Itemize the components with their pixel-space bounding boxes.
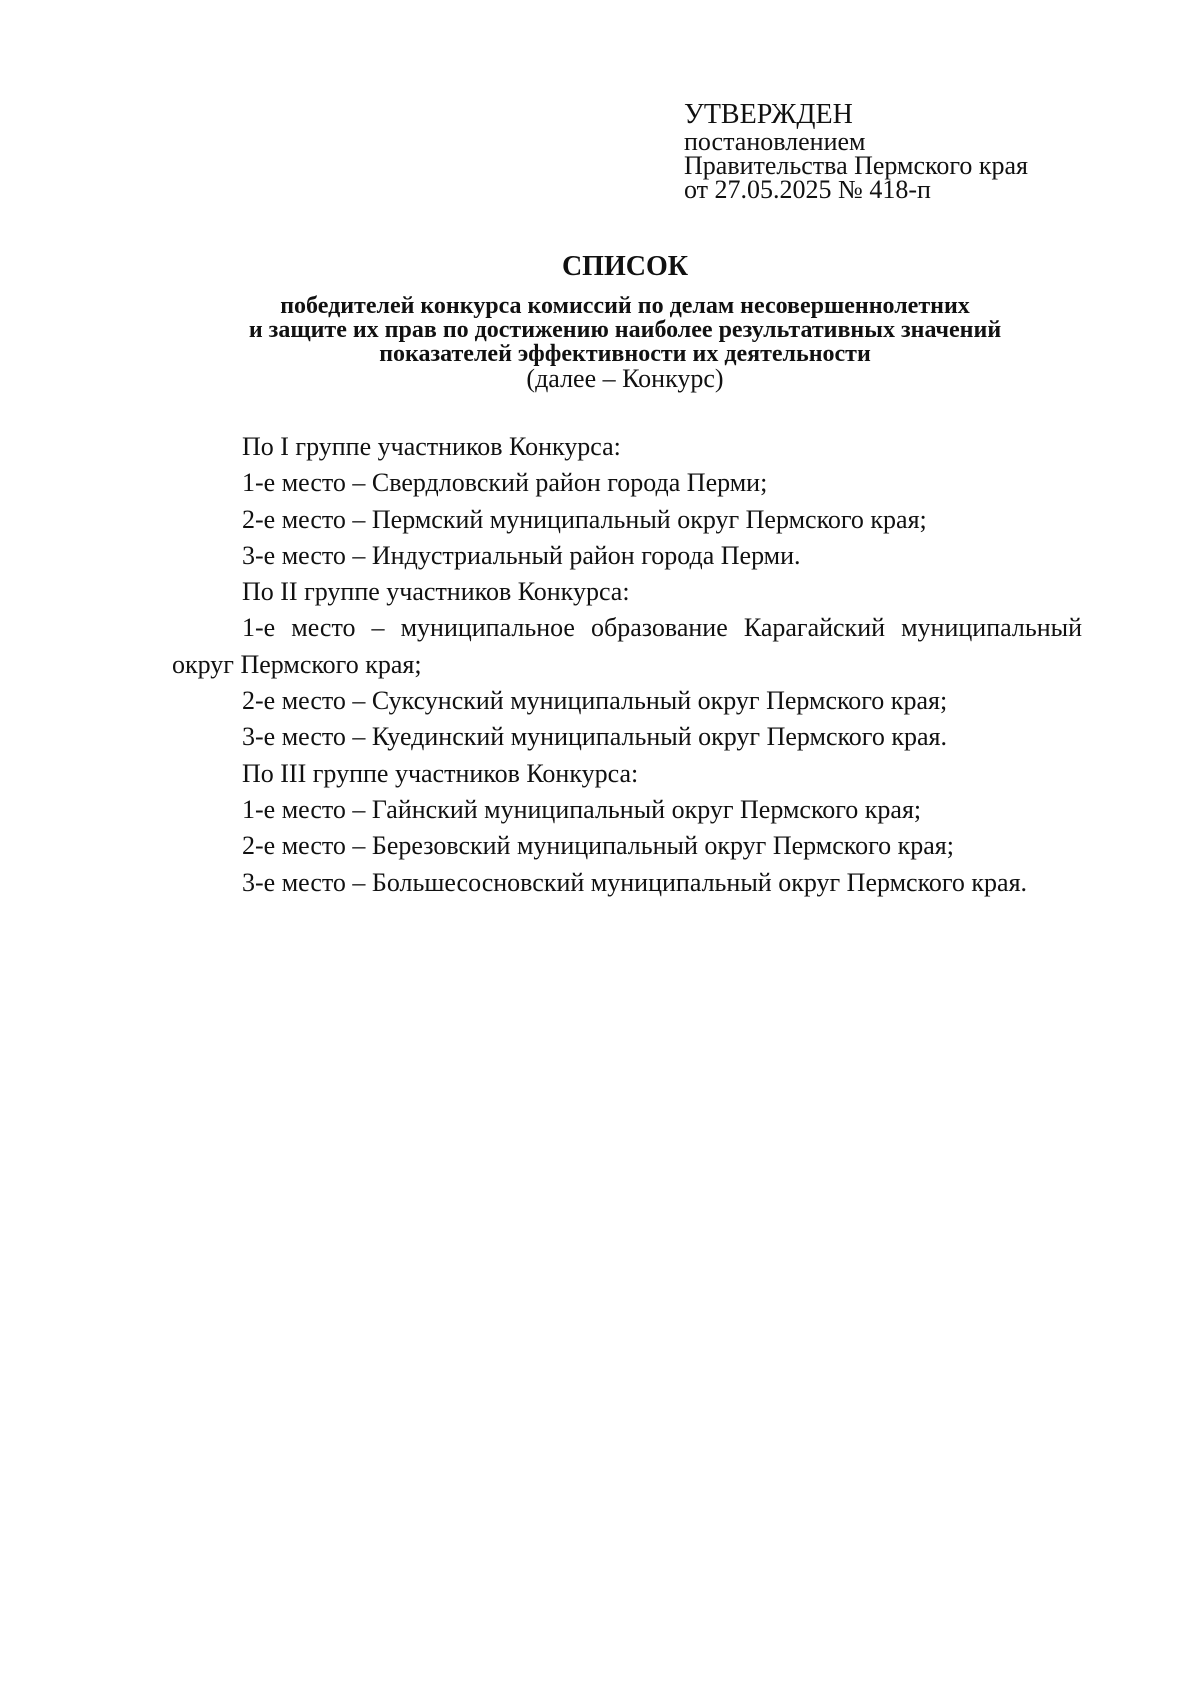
group-3-heading: По III группе участников Конкурса: [242,758,639,788]
approval-heading: УТВЕРЖДЕН [684,99,853,130]
title-block [160,250,1090,392]
group-1-place-2: 2-е место – Пермский муниципальный округ Пермского края; [242,504,927,534]
group-1-heading: По I группе участников Конкурса: [242,432,621,461]
group-2-place-3: 3-е место – Куединский муниципальный округ Пермского края. [242,722,947,752]
group-1-place-1: 1-е место – Свердловский район города Перми; [242,468,768,498]
group-2-place-1: 1-е место – муниципальное образование Карагайский муниципальный округ Пермского края; [172,613,1082,679]
document-note [160,366,1090,392]
approval-line-1: постановлением [684,127,866,156]
subtitle-line-2: и защите их прав по достижению наиболее результативных значений [248,317,1002,343]
document-subtitle [160,294,1090,366]
subtitle-line-3: показателей эффективности их деятельности [379,341,871,367]
subtitle-line-1: победителей конкурса комиссий по делам несовершеннолетних [280,293,970,319]
approval-line-2: Правительства Пермского края [684,151,1028,180]
winners-list [172,429,1082,901]
group-3-place-1: 1-е место – Гайнский муниципальный округ Пермского края; [242,794,922,824]
group-2-place-2: 2-е место – Суксунский муниципальный округ Пермского края; [242,686,948,716]
approval-stamp [684,100,1124,202]
note-line: (далее – Конкурс) [526,364,724,393]
group-3-place-2: 2-е место – Березовский муниципальный округ Пермского края; [242,831,954,861]
approval-line-3: от 27.05.2025 № 418-п [684,175,931,204]
group-2-heading: По II группе участников Конкурса: [242,577,630,607]
document-title: СПИСОК [561,251,689,282]
group-3-place-3: 3-е место – Большесосновский муниципальный округ Пермского края. [242,867,1028,897]
group-1-place-3: 3-е место – Индустриальный район города Перми. [242,540,801,570]
